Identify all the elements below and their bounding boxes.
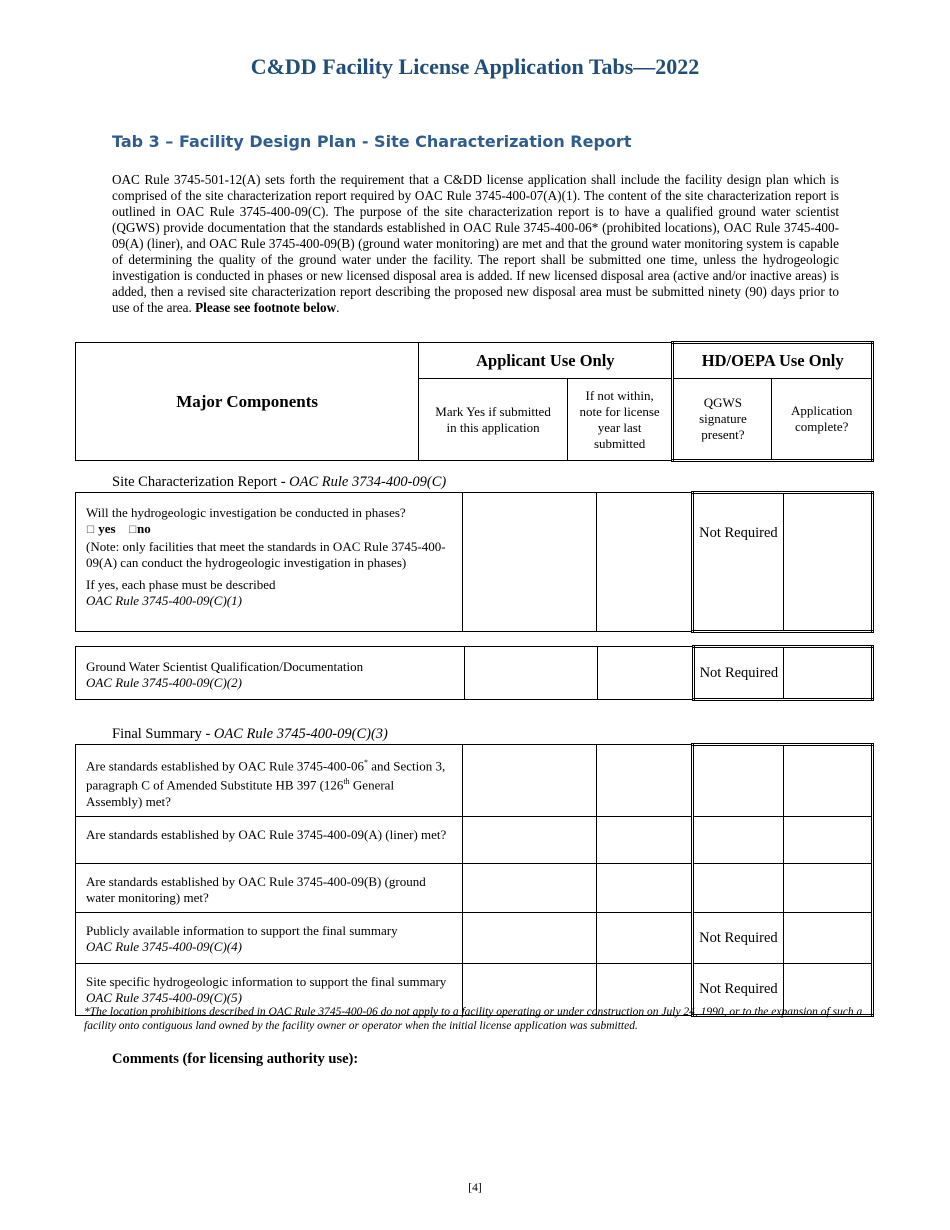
- site-specific-qgws-cell: Not Required: [692, 963, 783, 1015]
- yes-option-label: yes: [98, 521, 116, 536]
- footnote: *The location prohibitions described in OAC Rule 3745-400-06 do not apply to a facility operating or under construction on July 24, 1990, or to the expansion of such a facility onto contiguous land owned by the facility owner or operator when the initial license application was submitted.: [84, 1006, 863, 1032]
- major-components-header: Major Components: [76, 343, 419, 461]
- mark-yes-header: Mark Yes if submitted in this application: [419, 379, 568, 461]
- phases-question-text: Will the hydrogeologic investigation be conducted in phases?: [86, 505, 406, 520]
- header-table: [75, 341, 874, 462]
- checkbox-icon[interactable]: ☐: [128, 525, 138, 536]
- site-specific-text-main: Site specific hydrogeologic information to support the final summary: [86, 973, 447, 989]
- public-info-app-complete-cell[interactable]: [783, 912, 872, 963]
- applicant-use-only-header: Applicant Use Only: [419, 343, 673, 379]
- phases-note: (Note: only facilities that meet the standards in OAC Rule 3745-400-09(A) can conduct the hydrogeologic investigation in phases): [86, 539, 446, 570]
- phases-rule: OAC Rule 3745-400-09(C)(1): [86, 593, 242, 608]
- standards-gw-app-complete-cell[interactable]: [783, 863, 872, 912]
- ordinal-suffix: th: [343, 777, 350, 787]
- gws-qualification-cell: [76, 647, 465, 700]
- gws-qualification-rule: OAC Rule 3745-400-09(C)(2): [86, 675, 242, 690]
- footnote-marker: *: [364, 758, 369, 767]
- standards-gw-monitoring-cell: [76, 863, 463, 912]
- standards-gw-monitoring-text: Are standards established by OAC Rule 3745-400-09(B) (ground water monitoring) met?: [86, 873, 426, 905]
- public-info-rule: OAC Rule 3745-400-09(C)(4): [86, 938, 242, 954]
- no-option-label: no: [137, 521, 151, 536]
- standards-liner-mark-yes-cell[interactable]: [463, 816, 597, 863]
- phases-describe: If yes, each phase must be described: [86, 577, 276, 592]
- final-summary-table: [75, 743, 874, 1017]
- intro-bold-text: Please see footnote below: [195, 300, 337, 315]
- gws-app-complete-cell[interactable]: [784, 647, 873, 700]
- intro-paragraph: [112, 172, 839, 316]
- standards-06-mark-yes-cell[interactable]: [463, 745, 597, 817]
- phases-question: [86, 505, 452, 539]
- comments-label: Comments (for licensing authority use):: [112, 1051, 359, 1067]
- document-title: C&DD Facility License Application Tabs—2022: [250, 54, 700, 79]
- application-complete-header: Application complete?: [772, 379, 873, 461]
- site-specific-text: [86, 974, 452, 1006]
- standards-06-text-c: General Assembly) met?: [86, 777, 395, 809]
- phases-if-not-within-cell[interactable]: [597, 493, 693, 632]
- standards-liner-app-complete-cell[interactable]: [783, 816, 872, 863]
- gws-qualification-table: [75, 645, 874, 701]
- standards-liner-qgws-cell[interactable]: [692, 816, 783, 863]
- standards-06-cell: [76, 745, 463, 817]
- standards-06-text: [86, 755, 452, 810]
- tab-heading: Tab 3 – Facility Design Plan - Site Characterization Report: [112, 132, 632, 151]
- public-info-qgws-cell: Not Required: [692, 912, 783, 963]
- public-info-cell: [76, 912, 463, 963]
- public-info-if-not-within-cell[interactable]: [597, 912, 693, 963]
- gws-mark-yes-cell[interactable]: [464, 647, 597, 700]
- section1-label-text: Site Characterization Report -: [112, 474, 290, 490]
- checkbox-icon[interactable]: ☐: [86, 525, 95, 536]
- standards-liner-if-not-within-cell[interactable]: [597, 816, 693, 863]
- qgws-signature-header: QGWS signature present?: [673, 379, 772, 461]
- section2-label-rule: OAC Rule 3745-400-09(C)(3): [213, 726, 388, 742]
- if-not-within-header: If not within, note for license year last submitted: [567, 379, 673, 461]
- phases-mark-yes-cell[interactable]: [463, 493, 597, 632]
- standards-06-if-not-within-cell[interactable]: [597, 745, 693, 817]
- standards-06-app-complete-cell[interactable]: [783, 745, 872, 817]
- gws-qgws-cell: Not Required: [693, 647, 784, 700]
- standards-06-text-b: and Section 3, paragraph C of Amended Substitute HB 397 (126: [86, 758, 446, 793]
- standards-06-text-a: Are standards established by OAC Rule 3745-400-06: [86, 758, 365, 774]
- hd-oepa-use-only-header: HD/OEPA Use Only: [673, 343, 873, 379]
- site-specific-rule: OAC Rule 3745-400-09(C)(5): [86, 989, 242, 1005]
- phases-app-complete-cell[interactable]: [783, 493, 872, 632]
- section2-label: [112, 726, 388, 743]
- standards-gw-mark-yes-cell[interactable]: [463, 863, 597, 912]
- gws-qualification-text: Ground Water Scientist Qualification/Documentation: [86, 659, 364, 674]
- standards-gw-if-not-within-cell[interactable]: [597, 863, 693, 912]
- section1-label: [112, 474, 446, 491]
- public-info-mark-yes-cell[interactable]: [463, 912, 597, 963]
- intro-end: .: [336, 300, 340, 315]
- section2-label-text: Final Summary -: [112, 726, 214, 742]
- phases-qgws-cell: Not Required: [692, 493, 783, 632]
- intro-text: OAC Rule 3745-501-12(A) sets forth the requirement that a C&DD license application shall include the facility design plan which is comprised of the site characterization report required by OAC Rule 3745-400-07(A)(1). The content of the site characterization report is outlined in OAC Rule 3745-400-09(C). The purpose of the site characterization report is to have a qualified ground water scientist (QGWS) provide documentation that the standards established in OAC Rule 3745-400-06* (prohibited locations), OAC Rule 3745-400-09(A) (liner), and OAC Rule 3745-400-09(B) (ground water monitoring) are met and that the ground water monitoring system is capable of determining the quality of the ground water under the facility. The report shall be submitted one time, unless the hydrogeologic investigation is conducted in phases or new licensed disposal area is added. If new licensed disposal area (active and/or inactive areas) is added, then a revised site characterization report describing the proposed new disposal area must be submitted ninety (90) days prior to use of the area.: [112, 172, 839, 315]
- standards-06-qgws-cell[interactable]: [692, 745, 783, 817]
- gws-if-not-within-cell[interactable]: [598, 647, 694, 700]
- standards-liner-cell: [76, 816, 463, 863]
- page-number: [4]: [468, 1182, 482, 1194]
- public-info-text: Publicly available information to support the final summary: [86, 922, 398, 938]
- standards-liner-text: Are standards established by OAC Rule 3745-400-09(A) (liner) met?: [86, 826, 447, 842]
- phases-question-cell: [76, 493, 463, 632]
- standards-gw-qgws-cell[interactable]: [692, 863, 783, 912]
- section1-label-rule: OAC Rule 3734-400-09(C): [289, 474, 447, 490]
- phases-table: [75, 491, 874, 633]
